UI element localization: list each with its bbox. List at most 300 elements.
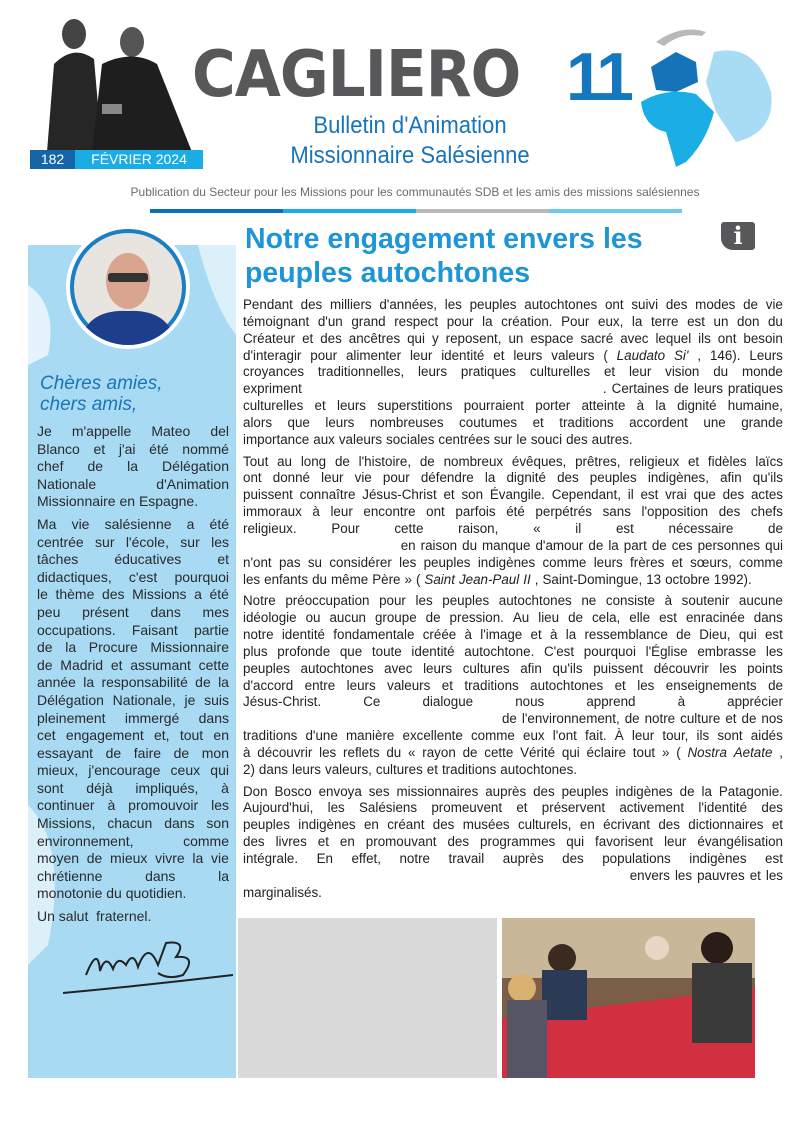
word: superstitions xyxy=(377,398,453,414)
article-line xyxy=(243,627,783,644)
word: chefs xyxy=(750,504,783,520)
word: dans xyxy=(258,761,288,777)
word: d'années, xyxy=(379,297,437,312)
image-placeholder xyxy=(238,918,497,1078)
word: Missions xyxy=(132,586,187,603)
word: et xyxy=(532,414,544,430)
word: mon xyxy=(201,744,229,761)
word: salésienne xyxy=(104,515,172,532)
word: et xyxy=(687,453,700,469)
line-end xyxy=(502,711,783,728)
line-end xyxy=(630,868,783,885)
word: des xyxy=(665,297,688,312)
word: respect xyxy=(394,313,439,329)
word: à xyxy=(464,627,472,643)
logo-title: CAGLIERO xyxy=(192,38,521,112)
word: et xyxy=(614,677,626,693)
word: et xyxy=(530,627,542,643)
word: promeuvent xyxy=(431,800,503,816)
word: des xyxy=(557,470,579,486)
word: du xyxy=(767,313,783,329)
word: perpétrés xyxy=(535,504,592,520)
word: manière xyxy=(345,728,395,744)
word: grande xyxy=(741,414,783,430)
article-line xyxy=(243,572,783,589)
word: peuples xyxy=(243,817,290,833)
word: les xyxy=(765,643,783,659)
word: les xyxy=(399,554,417,570)
word: à xyxy=(221,779,229,796)
word: traditions xyxy=(441,761,497,777)
article-line xyxy=(243,470,783,487)
word: leur xyxy=(664,834,687,850)
word: moyen xyxy=(37,850,80,867)
word: excellente xyxy=(402,728,463,744)
word: été xyxy=(149,440,169,457)
article-line xyxy=(243,538,783,555)
word: elle xyxy=(629,610,651,626)
word: l'image xyxy=(480,627,523,643)
word: cultures xyxy=(375,761,423,777)
word: terre xyxy=(650,313,679,329)
word: Nationale xyxy=(37,475,97,492)
word: de xyxy=(741,711,757,727)
word: partie xyxy=(193,621,229,638)
word: et, xyxy=(154,727,170,744)
word: comme xyxy=(183,832,229,849)
word: valeurs xyxy=(551,347,595,363)
word: auprès xyxy=(502,851,544,866)
word: est xyxy=(640,487,659,503)
word: au xyxy=(277,453,293,469)
word: en xyxy=(213,727,229,744)
word: leur xyxy=(628,364,652,380)
word: dignité xyxy=(677,398,717,414)
divider-segment xyxy=(416,209,549,213)
word: des xyxy=(300,297,323,312)
word: pas xyxy=(278,554,301,570)
word: espace xyxy=(530,330,574,346)
word: centrées xyxy=(438,431,490,447)
word: nous xyxy=(515,694,545,710)
word: donné xyxy=(272,470,311,486)
word: Ce xyxy=(363,694,381,710)
word: modes xyxy=(695,297,736,312)
letter-line xyxy=(37,569,229,587)
word: soutenir xyxy=(681,593,730,609)
word: la xyxy=(484,470,496,486)
word: de xyxy=(568,610,583,626)
word: la xyxy=(631,313,643,329)
word: leurs xyxy=(325,414,355,430)
word: que xyxy=(693,487,716,503)
word: , xyxy=(697,347,702,363)
word: monotonie du quotidien. xyxy=(37,885,187,902)
word: plus xyxy=(243,643,268,659)
word: Si' xyxy=(673,347,689,363)
word: du xyxy=(462,537,478,553)
word: la xyxy=(701,783,712,799)
word: j'ai xyxy=(118,440,136,457)
article-paragraph xyxy=(243,784,783,902)
word: reflets xyxy=(343,744,380,760)
word: et xyxy=(725,711,737,727)
greeting xyxy=(40,373,163,415)
word: de xyxy=(768,520,783,536)
word: je xyxy=(184,691,196,708)
article-line xyxy=(243,331,783,348)
letter-line xyxy=(37,833,229,851)
word: eux, xyxy=(598,313,624,329)
letter-line xyxy=(37,710,229,728)
word: indigènes xyxy=(615,783,673,799)
word: immergé xyxy=(124,709,180,726)
word: du xyxy=(386,744,402,760)
word: porter xyxy=(535,398,571,414)
word: besoin xyxy=(743,330,783,346)
line-end xyxy=(603,381,783,398)
word: . xyxy=(602,381,607,397)
word: 13 xyxy=(646,571,662,587)
word: des xyxy=(432,817,455,833)
word: personnes xyxy=(697,537,761,553)
word: été xyxy=(209,515,229,532)
word: les xyxy=(243,571,261,587)
word: son xyxy=(206,815,229,832)
word: Jésus-Christ xyxy=(362,487,437,503)
word: ou xyxy=(305,610,321,626)
word: peuples xyxy=(469,297,517,312)
word: à xyxy=(107,797,116,814)
word: qui xyxy=(738,627,757,643)
word: musées xyxy=(462,817,510,833)
letter-line xyxy=(37,423,229,441)
word: éducatives xyxy=(114,551,182,568)
word: créant xyxy=(387,817,425,833)
word: d'Animation xyxy=(156,475,229,492)
word: les xyxy=(674,867,693,883)
word: autochtones xyxy=(524,297,598,312)
word: de xyxy=(676,627,691,643)
article-line xyxy=(243,314,783,331)
word: prêtres, xyxy=(575,453,621,469)
word: Don xyxy=(243,783,268,799)
word: À xyxy=(614,728,624,744)
word: expriment xyxy=(243,381,302,397)
word: leurs xyxy=(291,761,321,777)
word: son xyxy=(461,487,484,503)
word: dans xyxy=(753,610,783,626)
letter-line xyxy=(37,885,229,903)
word: promouvoir xyxy=(128,797,199,814)
word: à xyxy=(664,593,673,609)
word: pour xyxy=(379,593,406,609)
editorial-letter xyxy=(37,423,229,931)
word: comme xyxy=(739,554,783,570)
word: des xyxy=(447,834,470,850)
article-line xyxy=(243,694,783,711)
article-line xyxy=(243,851,783,868)
word: l'Église xyxy=(645,643,688,659)
word: , xyxy=(534,571,539,587)
founders-photo xyxy=(32,14,197,152)
word: est xyxy=(764,627,783,643)
article-line xyxy=(243,784,783,801)
word: Pendant xyxy=(243,297,293,312)
word: peuples xyxy=(243,660,290,676)
word: leurs xyxy=(693,381,723,397)
article-line xyxy=(243,745,783,762)
word: Missionnaire xyxy=(150,639,229,656)
word: rayon xyxy=(422,744,456,760)
word: points xyxy=(747,660,783,676)
word: peuples xyxy=(589,470,637,486)
word: Délégation xyxy=(162,458,229,475)
word: Un salut fraternel. xyxy=(37,908,152,925)
word: création. xyxy=(501,313,553,329)
word: parfois xyxy=(455,504,496,520)
word: été xyxy=(506,504,525,520)
word: de xyxy=(37,656,53,673)
word: est xyxy=(659,610,677,626)
word: notre xyxy=(644,711,676,727)
word: autochtones xyxy=(498,593,572,609)
word: , xyxy=(779,744,783,760)
word: qui xyxy=(210,762,229,779)
word: culture xyxy=(680,711,721,727)
letter-line xyxy=(37,493,229,511)
word: avec xyxy=(620,330,649,346)
letter-line xyxy=(37,908,229,926)
word: milliers xyxy=(329,297,372,312)
word: que xyxy=(287,414,310,430)
word: faire xyxy=(133,744,162,761)
word: des xyxy=(320,330,342,346)
word: à xyxy=(636,398,645,414)
article-line xyxy=(243,504,783,521)
word: programmes xyxy=(480,834,556,850)
word: créée xyxy=(422,627,457,643)
word: 146). xyxy=(709,347,741,363)
word: vie xyxy=(211,850,229,867)
word: les xyxy=(719,660,737,676)
word: pourraient xyxy=(463,398,524,414)
word: sur xyxy=(493,431,513,447)
word: envers xyxy=(629,867,670,883)
greeting-line: chers amis, xyxy=(40,394,138,415)
word: vision xyxy=(665,364,700,380)
word: pratiques xyxy=(727,381,783,397)
word: entre xyxy=(304,677,336,693)
word: des xyxy=(722,487,745,503)
word: eux xyxy=(523,728,545,744)
word: leurs xyxy=(418,364,448,380)
word: Cependant, xyxy=(551,487,621,503)
word: de xyxy=(334,453,350,469)
article-line xyxy=(243,885,783,902)
word: don xyxy=(737,313,760,329)
word: de xyxy=(195,674,211,691)
word: environnement, xyxy=(37,832,134,849)
letter-line xyxy=(37,516,229,534)
word: monde xyxy=(741,364,783,380)
word: mieux, xyxy=(37,762,79,779)
word: autochtones. xyxy=(500,761,577,777)
word: la xyxy=(83,674,95,691)
word: dans xyxy=(145,867,176,884)
word: culturels, xyxy=(517,817,572,833)
word: ils xyxy=(696,728,710,744)
word: indigènes xyxy=(298,817,356,833)
word: valeurs xyxy=(338,431,383,447)
word: engagement xyxy=(65,727,144,744)
letter-line xyxy=(37,745,229,763)
word: et xyxy=(317,834,329,850)
letter-line xyxy=(37,762,229,780)
word: pour xyxy=(446,313,474,329)
word: des xyxy=(533,783,555,799)
word: de xyxy=(673,381,689,397)
divider-segment xyxy=(150,209,283,213)
word: une xyxy=(703,414,726,430)
word: il xyxy=(575,520,582,536)
word: est xyxy=(765,851,783,866)
word: c'est xyxy=(128,568,158,585)
word: un xyxy=(713,313,729,329)
article-line xyxy=(243,834,783,851)
word: cela, xyxy=(591,610,621,626)
word: culturelles xyxy=(243,398,304,414)
word: les xyxy=(211,533,229,550)
word: Père xyxy=(372,571,401,587)
word: et xyxy=(302,330,314,346)
word: m'appelle xyxy=(71,423,132,439)
word: C'est xyxy=(544,643,575,659)
article-line xyxy=(243,487,783,504)
word: leurs xyxy=(346,677,376,693)
article-paragraph xyxy=(243,593,783,778)
word: nécessaire xyxy=(668,520,734,536)
letter-line xyxy=(37,622,229,640)
word: occupations. xyxy=(37,621,116,638)
word: suis xyxy=(204,691,229,708)
word: de xyxy=(86,850,103,867)
word: autochtone. xyxy=(464,643,535,659)
children-playing-photo xyxy=(502,918,755,1078)
word: préoccupation xyxy=(285,593,370,609)
word: manque xyxy=(482,537,531,553)
word: impliqués, xyxy=(135,779,199,796)
word: l'ont xyxy=(552,728,577,744)
article-title: Notre engagement envers les peuples autochtones xyxy=(245,223,643,289)
word: ont xyxy=(243,470,262,486)
word: à xyxy=(243,744,251,760)
word: découvrir xyxy=(257,744,313,760)
article-line xyxy=(243,610,783,627)
word: raison xyxy=(420,537,458,553)
word: les xyxy=(327,800,345,816)
word: promouvant xyxy=(365,834,437,850)
word: Pour xyxy=(331,520,360,536)
word: pour xyxy=(310,347,338,363)
word: qu'ils xyxy=(552,660,583,676)
word: dans xyxy=(198,709,229,726)
word: cette xyxy=(394,520,424,536)
word: accordent xyxy=(629,414,688,430)
word: afin xyxy=(520,660,542,676)
word: défendre xyxy=(420,470,474,486)
article-line xyxy=(243,593,783,610)
word: chef xyxy=(37,458,64,475)
word: Madrid xyxy=(60,656,104,673)
word: Au xyxy=(512,610,530,626)
word: identité xyxy=(411,643,455,659)
word: autres. xyxy=(591,431,633,447)
word: ses xyxy=(368,783,390,799)
word: favorisent xyxy=(595,834,654,850)
word: de xyxy=(462,744,478,760)
word: témoignant xyxy=(243,313,310,329)
word: aux xyxy=(313,431,335,447)
word: « xyxy=(408,744,416,760)
word: vie xyxy=(765,297,783,312)
word: de xyxy=(501,711,517,727)
word: nommé xyxy=(182,440,229,457)
word: pratiques xyxy=(460,364,516,380)
word: effet, xyxy=(351,851,381,866)
word: de xyxy=(743,297,759,312)
word: nombreux xyxy=(443,453,504,469)
word: activement xyxy=(619,800,685,816)
word: traditions xyxy=(464,677,519,693)
letter-line xyxy=(37,674,229,692)
word: religieux. xyxy=(243,520,297,536)
word: de xyxy=(679,783,695,799)
word: d'une xyxy=(305,728,338,744)
word: ont xyxy=(717,330,737,346)
word: de xyxy=(173,744,190,761)
letter-line xyxy=(37,441,229,459)
word: été xyxy=(209,586,229,603)
word: autochtones xyxy=(530,677,604,693)
article-line xyxy=(243,381,783,398)
word: livres xyxy=(275,834,307,850)
word: Ma xyxy=(37,515,57,532)
word: encontre xyxy=(363,504,416,520)
word: croyances xyxy=(243,364,305,380)
word: connaître xyxy=(299,487,356,503)
word: tout xyxy=(632,744,656,760)
word: dans xyxy=(164,815,195,832)
article-line xyxy=(243,644,783,661)
word: didactiques, xyxy=(37,568,112,585)
word: marginalisés. xyxy=(243,884,322,900)
word: même xyxy=(330,571,369,587)
word: idéologie xyxy=(243,610,297,626)
word: pourquoi xyxy=(174,568,229,585)
word: grand xyxy=(351,313,386,329)
word: Patagonie. xyxy=(718,783,783,799)
word: pression. xyxy=(449,610,504,626)
word: comme xyxy=(470,728,515,744)
word: fondamentale xyxy=(333,627,415,643)
word: l'environnement, xyxy=(521,711,620,727)
word: avec xyxy=(384,660,413,676)
word: découvrir xyxy=(653,660,709,676)
word: Mateo xyxy=(151,423,191,439)
tagline: Publication du Secteur pour les Missions pour les communautés SDB et les amis des missions salésiennes xyxy=(130,185,700,199)
word: essayant xyxy=(37,744,94,761)
